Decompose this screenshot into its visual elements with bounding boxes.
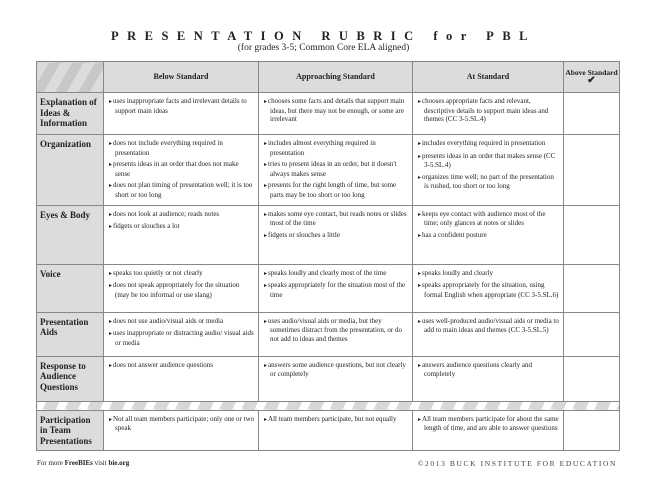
cell-below bbox=[104, 135, 259, 206]
criterion-item: ▸ uses well-produced audio/visual aids or media to add to main ideas and themes (CC 3-5.SL.5) bbox=[418, 317, 560, 335]
cell-approaching bbox=[259, 135, 413, 206]
row-label: Explanation of Ideas & Information bbox=[37, 93, 104, 135]
table-row bbox=[37, 312, 620, 356]
criterion-item: ▸ speaks too quietly or not clearly bbox=[109, 269, 255, 279]
cell-below bbox=[104, 356, 259, 401]
cell-at bbox=[413, 410, 564, 451]
criterion-item: ▸ chooses appropriate facts and relevant, descriptive details to support main ideas and themes (CC 3-5.SL.4) bbox=[418, 97, 560, 124]
row-label: Presentation Aids bbox=[37, 312, 104, 356]
criterion-item: ▸ has a confident posture bbox=[418, 231, 560, 241]
header-above bbox=[564, 62, 620, 93]
header-above-label: Above Standard bbox=[565, 68, 618, 77]
criterion-item: ▸ chooses some facts and details that support main ideas, but there may not be enough, or some are irrelevant bbox=[264, 97, 409, 124]
page-title: PRESENTATION RUBRIC for PBL bbox=[110, 29, 536, 43]
cell-approaching bbox=[259, 356, 413, 401]
cell-approaching bbox=[259, 312, 413, 356]
cell-below bbox=[104, 93, 259, 135]
criterion-item: ▸ presents for the right length of time, but some parts may be too short or too long bbox=[264, 181, 409, 199]
criterion-item: ▸ presents ideas in an order that does not make sense bbox=[109, 160, 255, 178]
table-row bbox=[37, 205, 620, 264]
rubric-table bbox=[36, 61, 620, 451]
header-approaching: Approaching Standard bbox=[259, 62, 413, 93]
criterion-item: ▸ Not all team members participate; only one or two speak bbox=[109, 415, 255, 433]
cell-above[interactable] bbox=[564, 93, 620, 135]
criterion-item: ▸ All team members participate for about the same length of time, and are able to answer questions bbox=[418, 415, 560, 433]
table-row bbox=[37, 356, 620, 401]
table-row bbox=[37, 135, 620, 206]
criterion-item: ▸ does not look at audience; reads notes bbox=[109, 210, 255, 220]
cell-at bbox=[413, 312, 564, 356]
cell-below bbox=[104, 410, 259, 451]
criterion-item: ▸ does not use audio/visual aids or media bbox=[109, 317, 255, 327]
criterion-item: ▸ tries to present ideas in an order, but it doesn't always makes sense bbox=[264, 160, 409, 178]
criterion-item: ▸ keeps eye contact with audience most of the time; only glances at notes or slides bbox=[418, 210, 560, 228]
criterion-item: ▸ speaks loudly and clearly most of the time bbox=[264, 269, 409, 279]
criterion-item: ▸ includes everything required in presentation bbox=[418, 139, 560, 149]
cell-at bbox=[413, 264, 564, 312]
criterion-item: ▸ includes almost everything required in presentation bbox=[264, 139, 409, 157]
cell-below bbox=[104, 205, 259, 264]
footer-prefix: For more bbox=[37, 459, 65, 467]
criterion-item: ▸ speaks loudly and clearly bbox=[418, 269, 560, 279]
criterion-item: ▸ makes some eye contact, but reads notes or slides most of the time bbox=[264, 210, 409, 228]
cell-at bbox=[413, 135, 564, 206]
cell-at bbox=[413, 93, 564, 135]
stripe-cell bbox=[37, 401, 620, 410]
criterion-item: ▸ speaks appropriately for the situation, using formal English when appropriate (CC 3-5.SL.6) bbox=[418, 281, 560, 299]
cell-above[interactable] bbox=[564, 356, 620, 401]
criterion-item: ▸ does not speak appropriately for the situation (may be too informal or use slang) bbox=[109, 281, 255, 299]
footer-mid: visit bbox=[92, 459, 109, 467]
row-label: Eyes & Body bbox=[37, 205, 104, 264]
footer-site-link[interactable]: bie.org bbox=[108, 459, 130, 467]
cell-below bbox=[104, 312, 259, 356]
footer-freebies-word: FreeBIEs bbox=[64, 459, 93, 467]
criterion-item: ▸ speaks appropriately for the situation most of the time bbox=[264, 281, 409, 299]
criterion-item: ▸ uses inappropriate or distracting audio/ visual aids or media bbox=[109, 329, 255, 347]
corner-cell bbox=[37, 62, 104, 93]
header-below: Below Standard bbox=[104, 62, 259, 93]
cell-above[interactable] bbox=[564, 410, 620, 451]
cell-approaching bbox=[259, 264, 413, 312]
cell-approaching bbox=[259, 93, 413, 135]
cell-above[interactable] bbox=[564, 205, 620, 264]
row-label: Voice bbox=[37, 264, 104, 312]
criterion-item: ▸ fidgets or slouches a lot bbox=[109, 222, 255, 232]
table-row bbox=[37, 410, 620, 451]
cell-below bbox=[104, 264, 259, 312]
criterion-item: ▸ uses inappropriate facts and irrelevant details to support main ideas bbox=[109, 97, 255, 115]
criterion-item: ▸ All team members participate, but not equally bbox=[264, 415, 409, 425]
criterion-item: ▸ answers some audience questions, but not clearly or completely bbox=[264, 361, 409, 379]
criterion-item: ▸ does not plan timing of presentation well; it is too short or too long bbox=[109, 181, 255, 199]
criterion-item: ▸ does not answer audience questions bbox=[109, 361, 255, 371]
footer-freebies bbox=[37, 459, 129, 467]
check-icon: ✔ bbox=[587, 75, 596, 86]
header-row bbox=[37, 62, 620, 93]
cell-above[interactable] bbox=[564, 264, 620, 312]
table-row bbox=[37, 264, 620, 312]
footer-copyright: ©2013 BUCK INSTITUTE FOR EDUCATION bbox=[417, 459, 617, 468]
cell-approaching bbox=[259, 410, 413, 451]
criterion-item: ▸ uses audio/visual aids or media, but they sometimes distract from the presentation, or do not add to ideas and themes bbox=[264, 317, 409, 344]
cell-above[interactable] bbox=[564, 312, 620, 356]
header-at: At Standard bbox=[413, 62, 564, 93]
criterion-item: ▸ answers audience questions clearly and completely bbox=[418, 361, 560, 379]
cell-approaching bbox=[259, 205, 413, 264]
page-subtitle: (for grades 3-5; Common Core ELA aligned) bbox=[237, 43, 410, 53]
row-label: Response to Audience Questions bbox=[37, 356, 104, 401]
criterion-item: ▸ presents ideas in an order that makes sense (CC 3-5.SL.4) bbox=[418, 152, 560, 170]
criterion-item: ▸ fidgets or slouches a little bbox=[264, 231, 409, 241]
row-label: Participation in Team Presentations bbox=[37, 410, 104, 451]
row-label: Organization bbox=[37, 135, 104, 206]
criterion-item: ▸ organizes time well; no part of the presentation is rushed, too short or too long bbox=[418, 173, 560, 191]
table-row bbox=[37, 93, 620, 135]
cell-at bbox=[413, 356, 564, 401]
stripe-band bbox=[37, 401, 620, 410]
cell-at bbox=[413, 205, 564, 264]
criterion-item: ▸ does not include everything required in presentation bbox=[109, 139, 255, 157]
cell-above[interactable] bbox=[564, 135, 620, 206]
